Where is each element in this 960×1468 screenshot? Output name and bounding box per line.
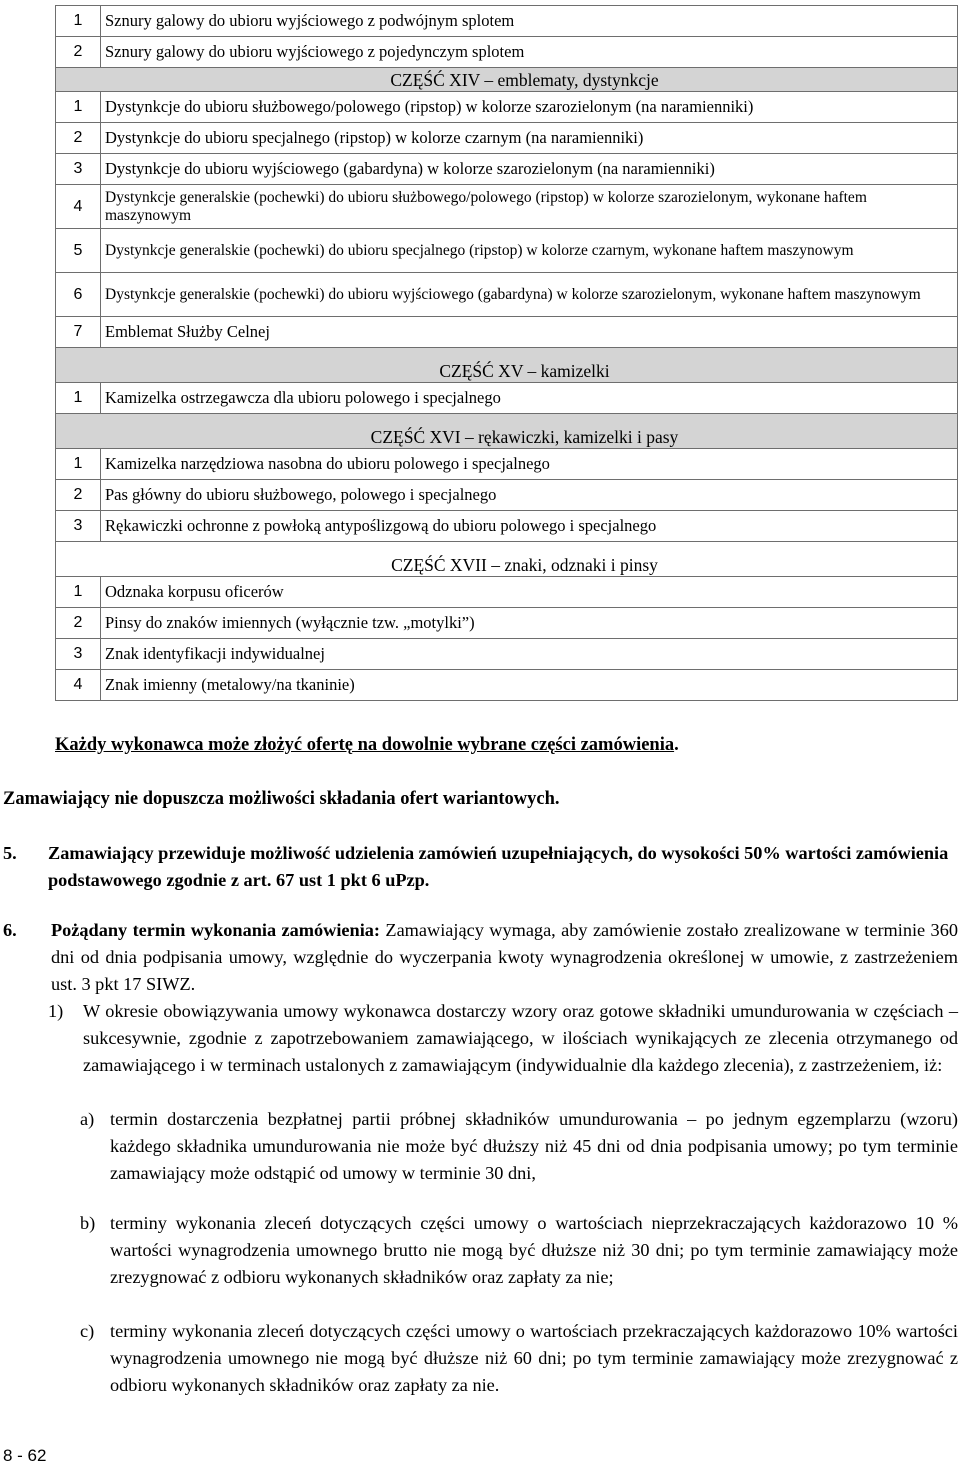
items-table	[55, 5, 958, 701]
section-6-heading: Pożądany termin wykonania zamówienia:	[51, 920, 380, 940]
sub-item-c-text: terminy wykonania zleceń dotyczących części umowy o wartościach przekraczających każdorazowo 10% wartości wynagrodzenia umownego nie mogą być dłuższe niż 60 dni; po tym terminie zamawiający może zrezygnować z odbioru wykonanych składników oraz zapłaty za nie.	[110, 1321, 958, 1396]
note-any-part	[55, 735, 679, 756]
row-number: 3	[56, 511, 101, 542]
row-description: Kamizelka narzędziowa nasobna do ubioru polowego i specjalnego	[101, 449, 958, 480]
row-description: Dystynkcje do ubioru specjalnego (ripstop) w kolorze czarnym (na naramienniki)	[101, 123, 958, 154]
row-number: 3	[56, 639, 101, 670]
note-any-part-text: Każdy wykonawca może złożyć ofertę na dowolnie wybrane części zamówienia	[55, 735, 675, 755]
table-row	[56, 449, 958, 480]
row-description: Dystynkcje do ubioru wyjściowego (gabardyna) w kolorze szarozielonym (na naramienniki)	[101, 154, 958, 185]
row-description: Rękawiczki ochronne z powłoką antypoślizgową do ubioru polowego i specjalnego	[101, 511, 958, 542]
note-no-variants: Zamawiający nie dopuszcza możliwości składania ofert wariantowych.	[3, 789, 560, 809]
section-6-item-1	[48, 998, 958, 1080]
row-number: 4	[56, 670, 101, 701]
table-row	[56, 185, 958, 229]
row-number: 6	[56, 273, 101, 317]
table-row	[56, 480, 958, 511]
row-description: Dystynkcje generalskie (pochewki) do ubioru służbowego/polowego (ripstop) w kolorze szarozielonym, wykonane haftem maszynowym	[101, 185, 958, 229]
row-description: Dystynkcje do ubioru służbowego/polowego (ripstop) w kolorze szarozielonym (na naramienniki)	[101, 92, 958, 123]
section-5-label: 5.	[3, 843, 17, 863]
section-6-label: 6.	[3, 920, 17, 940]
row-number: 1	[56, 6, 101, 37]
section-header-row	[56, 348, 958, 383]
row-number: 7	[56, 317, 101, 348]
row-number: 1	[56, 92, 101, 123]
row-number: 1	[56, 577, 101, 608]
section-header: CZĘŚĆ XV – kamizelki	[56, 348, 958, 383]
section-5	[3, 840, 958, 894]
table-row	[56, 273, 958, 317]
sub-item-c	[80, 1318, 958, 1400]
row-number: 5	[56, 229, 101, 273]
section-6-body	[51, 917, 958, 998]
section-5-text: Zamawiający przewiduje możliwość udzielenia zamówień uzupełniających, do wysokości 50% wartości zamówienia podstawowego zgodnie z art. 67 ust 1 pkt 6 uPzp.	[48, 843, 949, 890]
table-row	[56, 123, 958, 154]
row-number: 4	[56, 185, 101, 229]
row-description: Sznury galowy do ubioru wyjściowego z podwójnym splotem	[101, 6, 958, 37]
item-1-marker: 1)	[48, 1001, 64, 1021]
row-description: Dystynkcje generalskie (pochewki) do ubioru specjalnego (ripstop) w kolorze czarnym, wykonane haftem maszynowym	[101, 229, 958, 273]
table-row	[56, 92, 958, 123]
sub-item-b-text: terminy wykonania zleceń dotyczących części umowy o wartościach nieprzekraczających każdorazowo 10 % wartości wynagrodzenia umownego brutto nie mogą być dłuższe niż 30 dni; po tym terminie zamawiający może zrezygnować z odbioru wykonanych składników oraz zapłaty za nie;	[110, 1213, 958, 1288]
table-row	[56, 317, 958, 348]
section-header: CZĘŚĆ XVII – znaki, odznaki i pinsy	[56, 542, 958, 577]
sub-item-c-marker: c)	[80, 1321, 95, 1341]
row-number: 1	[56, 449, 101, 480]
row-description: Znak imienny (metalowy/na tkaninie)	[101, 670, 958, 701]
table-row	[56, 639, 958, 670]
row-description: Pinsy do znaków imiennych (wyłącznie tzw. „motylki”)	[101, 608, 958, 639]
row-number: 2	[56, 608, 101, 639]
table-row	[56, 670, 958, 701]
row-description: Znak identyfikacji indywidualnej	[101, 639, 958, 670]
row-description: Sznury galowy do ubioru wyjściowego z pojedynczym splotem	[101, 37, 958, 68]
item-1-text: W okresie obowiązywania umowy wykonawca dostarczy wzory oraz gotowe składniki umundurowania w częściach – sukcesywnie, zgodnie z zapotrzebowaniem zamawiającego, w ilościach wynikających ze zlecenia otrzymanego od zamawiającego i w terminach ustalonych z zamawiającym (indywidualnie dla każdego zlecenia), z zastrzeżeniem, iż:	[83, 1001, 958, 1076]
row-number: 2	[56, 37, 101, 68]
table-row	[56, 154, 958, 185]
row-description: Dystynkcje generalskie (pochewki) do ubioru wyjściowego (gabardyna) w kolorze szarozielonym, wykonane haftem maszynowym	[101, 273, 958, 317]
table-row	[56, 6, 958, 37]
table-row	[56, 383, 958, 414]
sub-item-a-text: termin dostarczenia bezpłatnej partii próbnej składników umundurowania – po jednym egzemplarzu (wzoru) każdego składnika umundurowania nie może być dłuższy niż 45 dni od dnia podpisania umowy; po tym terminie zamawiający może odstąpić od umowy w terminie 30 dni,	[110, 1109, 958, 1184]
row-number: 3	[56, 154, 101, 185]
table-row	[56, 577, 958, 608]
table-row	[56, 229, 958, 273]
page-number: 8 - 62	[3, 1446, 47, 1465]
row-description: Pas główny do ubioru służbowego, polowego i specjalnego	[101, 480, 958, 511]
row-description: Odznaka korpusu oficerów	[101, 577, 958, 608]
row-number: 1	[56, 383, 101, 414]
sub-item-a-marker: a)	[80, 1109, 95, 1129]
section-6	[3, 917, 958, 998]
section-header: CZĘŚĆ XVI – rękawiczki, kamizelki i pasy	[56, 414, 958, 449]
row-description: Emblemat Służby Celnej	[101, 317, 958, 348]
row-description: Kamizelka ostrzegawcza dla ubioru polowego i specjalnego	[101, 383, 958, 414]
note-any-part-dot: .	[674, 735, 679, 755]
table-row	[56, 511, 958, 542]
sub-item-a	[80, 1106, 958, 1188]
table-row	[56, 37, 958, 68]
section-header-row	[56, 68, 958, 92]
row-number: 2	[56, 480, 101, 511]
table-row	[56, 608, 958, 639]
section-6-text: Zamawiający wymaga, aby zamówienie zostało zrealizowane w terminie 360 dni od dnia podpisania umowy, względnie do wyczerpania kwoty wynagrodzenia określonej w umowie, z zastrzeżeniem ust. 3 pkt 17 SIWZ.	[51, 920, 958, 994]
row-number: 2	[56, 123, 101, 154]
sub-item-b	[80, 1210, 958, 1292]
sub-item-b-marker: b)	[80, 1213, 96, 1233]
section-header-row	[56, 542, 958, 577]
section-header: CZĘŚĆ XIV – emblematy, dystynkcje	[56, 68, 958, 92]
section-header-row	[56, 414, 958, 449]
